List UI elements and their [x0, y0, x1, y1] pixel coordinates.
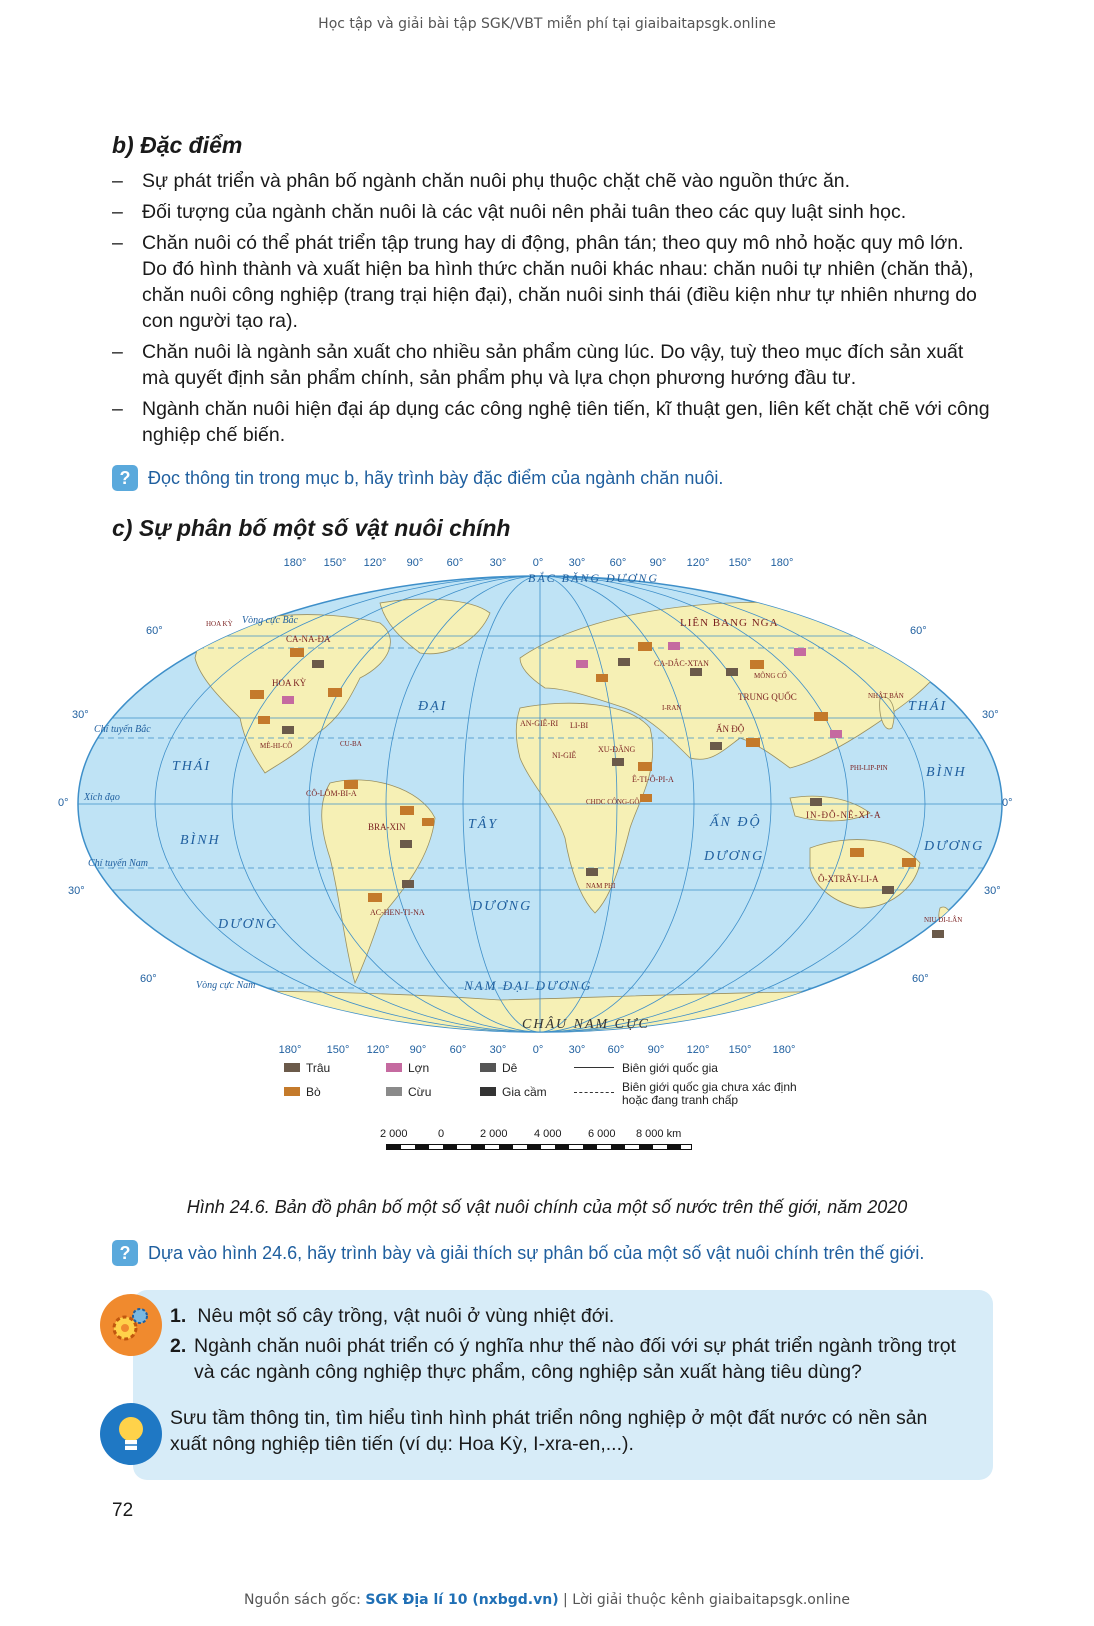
livestock-icon: [258, 716, 270, 724]
livestock-icon: [596, 674, 608, 682]
country-colombia: CÔ-LÔM-BI-A: [306, 789, 357, 798]
lightbulb-icon: [100, 1403, 162, 1465]
ocean-pacific-east: BÌNH: [926, 765, 967, 780]
livestock-icon: [282, 726, 294, 734]
ocean-atlantic: ĐẠI: [418, 699, 448, 714]
equator-label: Xích đạo: [84, 792, 120, 803]
country-cuba: CU-BA: [340, 740, 362, 748]
livestock-icon: [814, 712, 828, 721]
legend-border-line: [574, 1067, 614, 1068]
livestock-icon: [640, 794, 652, 802]
country-drc: CHDC CÔNG-GÔ: [586, 798, 640, 806]
lon-label: 180°: [772, 1044, 796, 1056]
livestock-icon: [902, 858, 916, 867]
list-item: – Ngành chăn nuôi hiện đại áp dụng các công nghệ tiên tiến, kĩ thuật gen, liên kết chặt chẽ với công nghiệp chế biến.: [112, 398, 990, 446]
lat-label: 30°: [72, 709, 89, 721]
extension-task: Sưu tầm thông tin, tìm hiểu tình hình phát triển nông nghiệp ở một đất nước có nền sản xuất nông nghiệp tiên tiến (ví dụ: Hoa Kỳ, I-xra-en,...).: [170, 1407, 928, 1455]
country-indonesia: IN-ĐÔ-NÊ-XI-A: [806, 810, 882, 820]
livestock-icon: [668, 642, 680, 650]
gear-icon: [100, 1294, 162, 1356]
lon-label: 0°: [532, 557, 544, 569]
lon-label: 0°: [532, 1044, 544, 1056]
livestock-icon: [576, 660, 588, 668]
legend-border: Biên giới quốc gia: [622, 1061, 718, 1075]
ocean-pacific-east: DƯƠNG: [924, 839, 985, 854]
ocean-atlantic: TÂY: [468, 817, 499, 832]
exercise-item-1: 1. Nêu một số cây trồng, vật nuôi ở vùng nhiệt đới.: [170, 1305, 615, 1327]
ocean-atlantic: DƯƠNG: [472, 899, 533, 914]
ocean-pacific-west: THÁI: [172, 759, 212, 774]
country-ethiopia: Ê-TI-Ô-PI-A: [632, 775, 674, 784]
livestock-icon: [794, 648, 806, 656]
country-japan: NHẬT BẢN: [868, 692, 904, 700]
world-livestock-map: [50, 557, 1050, 1108]
legend-disputed-line: [574, 1092, 614, 1093]
tropic-capricorn-label: Chí tuyến Nam: [88, 858, 148, 869]
lon-label: 30°: [489, 557, 507, 569]
livestock-icon: [422, 818, 434, 826]
lat-label: 30°: [984, 885, 1001, 897]
livestock-icon: [586, 868, 598, 876]
lat-label: 60°: [910, 625, 927, 637]
ocean-pacific-west: BÌNH: [180, 833, 221, 848]
lon-label: 60°: [446, 557, 464, 569]
section-b-title: b) Đặc điểm: [112, 132, 243, 158]
lon-label: 60°: [607, 1044, 625, 1056]
ocean-pacific-west: DƯƠNG: [218, 917, 279, 932]
country-niger: NI-GIÊ: [552, 751, 577, 760]
livestock-icon: [638, 762, 652, 771]
lat-label: 0°: [58, 797, 69, 809]
question-c-text: Dựa vào hình 24.6, hãy trình bày và giải thích sự phân bố của một số vật nuôi chính trên thế giới.: [148, 1242, 925, 1263]
legend-item-pig: Lợn: [386, 1061, 429, 1075]
country-argentina: AC-HEN-TI-NA: [370, 908, 425, 917]
livestock-icon: [250, 690, 264, 699]
ocean-pacific-east: THÁI: [908, 699, 948, 714]
livestock-icon: [290, 648, 304, 657]
country-alaska: HOA KỲ: [206, 620, 233, 628]
lon-label: 180°: [278, 1044, 302, 1056]
legend-item-poultry: Gia cầm: [480, 1085, 547, 1099]
livestock-icon: [328, 688, 342, 697]
lon-label: 120°: [363, 557, 387, 569]
lat-label: 60°: [912, 973, 929, 985]
lon-label: 120°: [686, 557, 710, 569]
livestock-icon: [400, 806, 414, 815]
livestock-icon: [810, 798, 822, 806]
tropic-cancer-label: Chí tuyến Bắc: [94, 724, 151, 735]
lon-label: 150°: [326, 1044, 350, 1056]
characteristics-list: [112, 168, 992, 453]
country-brazil: BRA-XIN: [368, 822, 406, 832]
list-item: – Chăn nuôi có thể phát triển tập trung hay di động, phân tán; theo quy mô nhỏ hoặc quy mô lớn. Do đó hình thành và xuất hiện ba hình thức chăn nuôi khác nhau: chăn nuôi tự nhiên (chăn thả), chăn nuôi công nghiệp (trang trại hiện đại), chăn nuôi sinh thái (điều kiện như tự nhiên nhưng do con người tạo ra).: [112, 232, 977, 332]
lat-label: 30°: [68, 885, 85, 897]
list-item: – Đối tượng của ngành chăn nuôi là các vật nuôi nên phải tuân theo các quy luật sinh học.: [112, 201, 907, 223]
livestock-icon: [710, 742, 722, 750]
livestock-icon: [932, 930, 944, 938]
country-mexico: MÊ-HI-CÔ: [260, 742, 293, 750]
lon-label: 120°: [686, 1044, 710, 1056]
country-newzealand: NIU DI-LÂN: [924, 916, 963, 924]
question-c: [112, 1240, 992, 1266]
lon-label: 150°: [323, 557, 347, 569]
section-c-title: c) Sự phân bố một số vật nuôi chính: [112, 515, 511, 541]
livestock-icon: [746, 738, 760, 747]
lon-label: 180°: [770, 557, 794, 569]
lat-label: 60°: [140, 973, 157, 985]
lat-label: 60°: [146, 625, 163, 637]
map-legend: [284, 1061, 884, 1111]
lat-label: 0°: [1002, 797, 1013, 809]
livestock-icon: [850, 848, 864, 857]
livestock-icon: [612, 758, 624, 766]
arctic-circle-label: Vòng cực Bắc: [242, 615, 298, 626]
question-b-text: Đọc thông tin trong mục b, hãy trình bày đặc điểm của ngành chăn nuôi.: [148, 467, 724, 488]
lon-label: 180°: [283, 557, 307, 569]
list-item: – Sự phát triển và phân bố ngành chăn nuôi phụ thuộc chặt chẽ vào nguồn thức ăn.: [112, 170, 851, 192]
country-canada: CA-NA-ĐA: [286, 634, 331, 644]
livestock-icon: [882, 886, 894, 894]
country-philippines: PHI-LIP-PIN: [850, 764, 888, 772]
lon-label: 90°: [647, 1044, 665, 1056]
lon-label: 120°: [366, 1044, 390, 1056]
country-sudan: XU-ĐĂNG: [598, 745, 636, 754]
livestock-icon: [618, 658, 630, 666]
page-number: 72: [112, 1500, 134, 1521]
livestock-icon: [402, 880, 414, 888]
question-mark-icon: ?: [112, 465, 138, 491]
livestock-icon: [638, 642, 652, 651]
question-b: [112, 465, 723, 491]
ocean-indian: DƯƠNG: [704, 849, 765, 864]
ocean-indian: ẤN ĐỘ: [710, 815, 762, 830]
ocean-southern: NAM ĐẠI DƯƠNG: [464, 978, 593, 993]
lon-label: 30°: [489, 1044, 507, 1056]
livestock-icon: [312, 660, 324, 668]
legend-item-buffalo: Trâu: [284, 1061, 330, 1075]
lon-label: 60°: [449, 1044, 467, 1056]
livestock-icon: [344, 780, 358, 789]
page-footer: Nguồn sách gốc: SGK Địa lí 10 (nxbgd.vn) | Lời giải thuộc kênh giaibaitapsgk.online: [244, 1592, 850, 1608]
scale-bar: 2 000 0 2 000 4 000 6 000 8 000 km: [370, 1128, 700, 1158]
lon-label: 150°: [728, 557, 752, 569]
country-australia: Ô-XTRÂY-LI-A: [818, 874, 879, 884]
country-libya: LI-BI: [570, 721, 589, 730]
livestock-icon: [750, 660, 764, 669]
country-india: ẤN ĐỘ: [716, 724, 745, 734]
antarctic-circle-label: Vòng cực Nam: [196, 980, 256, 991]
legend-item-sheep: Cừu: [386, 1085, 431, 1099]
lon-label: 30°: [568, 557, 586, 569]
country-china: TRUNG QUỐC: [738, 692, 797, 702]
lon-label: 90°: [406, 557, 424, 569]
legend-border-disputed: Biên giới quốc gia chưa xác định hoặc đang tranh chấp: [622, 1080, 797, 1107]
country-iran: I-RAN: [662, 704, 682, 712]
country-south-africa: NAM PHI: [586, 882, 616, 890]
antarctica-label: CHÂU NAM CỰC: [522, 1017, 650, 1032]
figure-caption: Hình 24.6. Bản đồ phân bố một số vật nuôi chính của một số nước trên thế giới, năm 2020: [186, 1197, 908, 1217]
livestock-icon: [282, 696, 294, 704]
country-russia: LIÊN BANG NGA: [680, 617, 779, 629]
country-mongolia: MÔNG CỔ: [754, 672, 787, 680]
country-algeria: AN-GIÊ-RI: [520, 719, 559, 728]
country-usa: HOA KỲ: [272, 678, 307, 688]
livestock-icon: [726, 668, 738, 676]
legend-item-goat: Dê: [480, 1061, 517, 1075]
page-header: Học tập và giải bài tập SGK/VBT miễn phí tại giaibaitapsgk.online: [318, 16, 776, 32]
livestock-icon: [690, 668, 702, 676]
country-kazakhstan: CA-DẮC-XTAN: [654, 659, 709, 668]
lat-label: 30°: [982, 709, 999, 721]
exercise-item-2: 2. Ngành chăn nuôi phát triển có ý nghĩa như thế nào đối với sự phát triển ngành trồng trọt và các ngành công nghiệp thực phẩm, công nghiệp sản xuất hàng tiêu dùng?: [170, 1335, 956, 1383]
lon-label: 150°: [728, 1044, 752, 1056]
lon-label: 90°: [649, 557, 667, 569]
question-mark-icon: ?: [112, 1240, 138, 1266]
lon-label: 60°: [609, 557, 627, 569]
list-item: – Chăn nuôi là ngành sản xuất cho nhiều sản phẩm cùng lúc. Do vậy, tuỳ theo mục đích sản xuất mà quyết định sản phẩm chính, sản phẩm phụ và lựa chọn phương hướng đầu tư.: [112, 341, 964, 389]
ocean-arctic: BẮC BĂNG DƯƠNG: [528, 571, 660, 585]
source-link[interactable]: SGK Địa lí 10 (nxbgd.vn): [365, 1592, 559, 1608]
livestock-icon: [368, 893, 382, 902]
livestock-icon: [830, 730, 842, 738]
legend-item-cattle: Bò: [284, 1085, 321, 1099]
lon-label: 30°: [568, 1044, 586, 1056]
livestock-icon: [400, 840, 412, 848]
lon-label: 90°: [409, 1044, 427, 1056]
